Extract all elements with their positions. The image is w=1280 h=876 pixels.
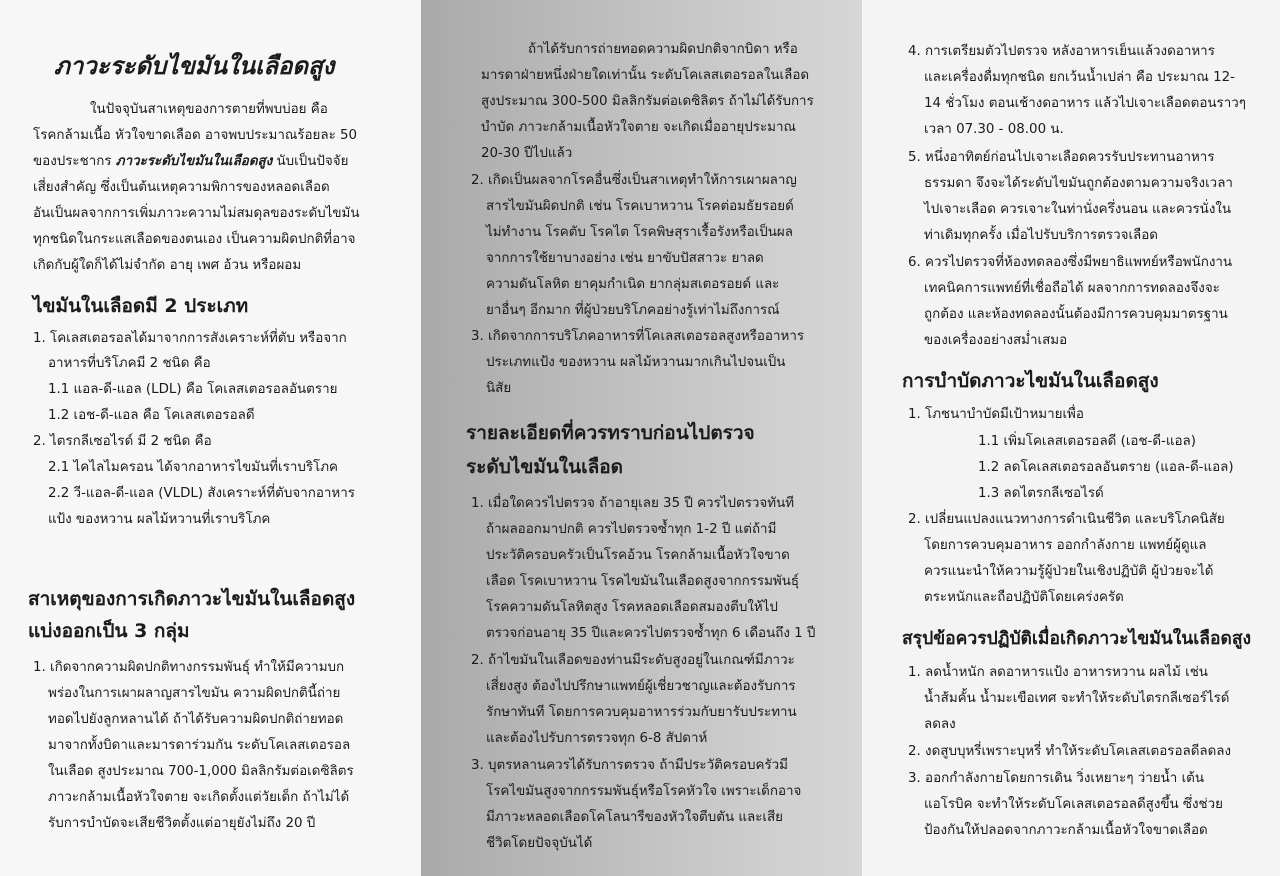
middle-panel bbox=[421, 0, 862, 876]
list-item: ธรรมดา จึงจะได้ระดับไขมันถูกต้องตามความจริงเวลา bbox=[924, 176, 1233, 191]
intro-emphasis: ภาวะระดับไขมันในเลือดสูง bbox=[115, 154, 273, 169]
list-item: แป้ง ของหวาน ผลไม้หวานที่เราบริโภค bbox=[48, 512, 271, 527]
list-item: 2. เปลี่ยนแปลงแนวทางการดำเนินชีวิต และบริโภคนิสัย bbox=[908, 512, 1225, 527]
list-item: สารไขมันผิดปกติ เช่น โรคเบาหวาน โรคต่อมธัยรอยด์ bbox=[486, 199, 794, 214]
list-item: และต้องไปรับการตรวจทุก 6-8 สัปดาห์ bbox=[486, 731, 708, 746]
list-item: อาหารที่บริโภคมี 2 ชนิด คือ bbox=[48, 356, 211, 371]
list-item: 2. ถ้าไขมันในเลือดของท่านมีระดับสูงอยู่ในเกณฑ์มีภาวะ bbox=[471, 653, 795, 668]
list-item: 2.1 ไคไลไมครอน ได้จากอาหารไขมันที่เราบริโภค bbox=[48, 460, 339, 475]
list-item: ถูกต้อง และห้องทดลองนั้นต้องมีการควบคุมมาตรฐาน bbox=[924, 307, 1228, 322]
list-item: ตรวจก่อนอายุ 35 ปีและควรไปตรวจซ้ำทุก 6 เดือนถึง 1 ปี bbox=[486, 626, 816, 641]
list-item: 2.2 วี-แอล-ดี-แอล (VLDL) สังเคราะห์ที่ตับจากอาหาร bbox=[48, 486, 355, 501]
right-panel bbox=[862, 0, 1280, 876]
page-title: ภาวะระดับไขมันในเลือดสูง bbox=[54, 52, 335, 80]
list-item: โรคไขมันสูงจากกรรมพันธุ์หรือโรคหัวใจ เพราะเด็กอาจ bbox=[486, 784, 802, 799]
list-item: เสี่ยงสูง ต้องไปปรึกษาแพทย์ผู้เชี่ยวชาญและต้องรับการ bbox=[486, 679, 796, 694]
list-item: ตระหนักและถือปฏิบัติโดยเคร่งครัด bbox=[924, 590, 1124, 605]
list-item: ท่าเดิมทุกครั้ง เมื่อไปรับบริการตรวจเลือด bbox=[924, 228, 1158, 243]
intro-line: เสี่ยงสำคัญ ซึ่งเป็นต้นเหตุความพิการของหลอดเลือด bbox=[33, 180, 330, 195]
list-item: จากการใช้ยาบางอย่าง เช่น ยาขับปัสสาวะ ยาลด bbox=[486, 251, 764, 266]
paragraph-line: มารดาฝ่ายหนึ่งฝ่ายใดเท่านั้น ระดับโคเลสเตอรอลในเลือด bbox=[481, 68, 810, 83]
paragraph-line: สูงประมาณ 300-500 มิลลิกรัมต่อเดซิลิตร ถ้าไม่ได้รับการ bbox=[481, 94, 814, 109]
list-item: มาจากทั้งบิดาและมารดาร่วมกัน ระดับโคเลสเตอรอล bbox=[48, 738, 351, 753]
intro-line: ในปัจจุบันสาเหตุของการตายที่พบบ่อย คือ bbox=[90, 102, 328, 117]
list-item: เลือด โรคเบาหวาน โรคไขมันในเลือดสูงจากกรรมพันธุ์ bbox=[486, 574, 800, 589]
list-item: ของเครื่องอย่างสม่ำเสมอ bbox=[924, 333, 1068, 348]
list-item: 2. เกิดเป็นผลจากโรคอื่นซึ่งเป็นสาเหตุทำให้การเผาผลาญ bbox=[471, 173, 797, 188]
list-item: 1.3 ลดไตรกลีเซอไรด์ bbox=[978, 486, 1104, 501]
list-item: รักษาทันที โดยการควบคุมอาหารร่วมกับยารับประทาน bbox=[486, 705, 797, 720]
list-item: ทอดไปยังลูกหลานได้ ถ้าได้รับความผิดปกติถ่ายทอด bbox=[48, 712, 344, 727]
paragraph-line: ถ้าได้รับการถ่ายทอดความผิดปกติจากบิดา หรือ bbox=[528, 42, 798, 57]
list-item: ในเลือด สูงประมาณ 700-1,000 มิลลิกรัมต่อเดซิลิตร bbox=[48, 764, 354, 779]
list-item: น้ำส้มคั้น น้ำมะเขือเทศ จะทำให้ระดับไตรกลีเซอร์ไรด์ bbox=[924, 691, 1230, 706]
list-item: 14 ชั่วโมง ตอนเช้างดอาหาร แล้วไปเจาะเลือดตอนราวๆ bbox=[924, 96, 1246, 111]
list-item: 1. โภชนาบำบัดมีเป้าหมายเพื่อ bbox=[908, 407, 1084, 422]
list-item: รับการบำบัดจะเสียชีวิตตั้งแต่อายุยังไม่ถึง 20 ปี bbox=[48, 816, 316, 831]
list-item: ลดลง bbox=[924, 717, 956, 732]
paragraph-line: บำบัด ภาวะกล้ามเนื้อหัวใจตาย จะเกิดเมื่ออายุประมาณ bbox=[481, 120, 796, 135]
list-item: 1.2 ลดโคเลสเตอรอลอันตราย (แอล-ดี-แอล) bbox=[978, 460, 1234, 475]
list-item: 2. งดสูบบุหรี่เพราะบุหรี่ ทำให้ระดับโคเลสเตอรอลดีลดลง bbox=[908, 744, 1232, 759]
intro-line: อันเป็นผลจากการเพิ่มภาวะความไม่สมดุลของระดับไขมัน bbox=[33, 206, 360, 221]
list-item: ไม่ทำงาน โรคตับ โรคไต โรคพิษสุราเรื้อรังหรือเป็นผล bbox=[486, 225, 793, 240]
list-item: เวลา 07.30 - 08.00 น. bbox=[924, 122, 1064, 137]
list-item: ประเภทแป้ง ของหวาน ผลไม้หวานมากเกินไปจนเป็น bbox=[486, 355, 786, 370]
list-item: มีภาวะหลอดเลือดโคโลนารีของหัวใจตีบตัน และเสีย bbox=[486, 810, 783, 825]
intro-line: โรคกล้ามเนื้อ หัวใจขาดเลือด อาจพบประมาณร้อยละ 50 bbox=[33, 128, 358, 143]
intro-line bbox=[33, 149, 348, 175]
intro-line: ทุกชนิดในกระแสเลือดของตนเอง เป็นความผิดปกติที่อาจ bbox=[33, 232, 356, 247]
intro-line: เกิดกับผู้ใดก็ได้ไม่จำกัด อายุ เพศ อ้วน หรือผอม bbox=[33, 258, 302, 273]
list-item: 1. ลดน้ำหนัก ลดอาหารแป้ง อาหารหวาน ผลไม้ เช่น bbox=[908, 665, 1208, 680]
section-heading: การบำบัดภาวะไขมันในเลือดสูง bbox=[902, 370, 1159, 392]
list-item: และเครื่องดื่มทุกชนิด ยกเว้นน้ำเปล่า คือ ประมาณ 12- bbox=[924, 70, 1235, 85]
intro-text: ของประชากร bbox=[33, 154, 112, 169]
intro-text: นับเป็นปัจจัย bbox=[276, 154, 349, 169]
list-item: ถ้าผลออกมาปกติ ควรไปตรวจซ้ำทุก 1-2 ปี แต่ถ้ามี bbox=[486, 522, 777, 537]
left-panel bbox=[0, 0, 421, 876]
list-item: 1. เกิดจากความผิดปกติทางกรรมพันธุ์ ทำให้มีความบก bbox=[33, 660, 345, 675]
section-heading: แบ่งออกเป็น 3 กลุ่ม bbox=[28, 620, 190, 642]
list-item: ป้องกันให้ปลอดจากภาวะกล้ามเนื้อหัวใจขาดเลือด bbox=[924, 823, 1208, 838]
list-item: 4. การเตรียมตัวไปตรวจ หลังอาหารเย็นแล้วงดอาหาร bbox=[908, 44, 1215, 59]
list-item: 3. เกิดจากการบริโภคอาหารที่โคเลสเตอรอลสูงหรืออาหาร bbox=[471, 329, 805, 344]
list-item: ยาอื่นๆ อีกมาก ที่ผู้ป่วยบริโภคอย่างรู้เท่าไม่ถึงการณ์ bbox=[486, 303, 780, 318]
section-heading: รายละเอียดที่ควรทราบก่อนไปตรวจ bbox=[466, 422, 755, 444]
list-item: 6. ควรไปตรวจที่ห้องทดลองซึ่งมีพยาธิแพทย์หรือพนักงาน bbox=[908, 255, 1233, 270]
list-item: 3. บุตรหลานควรได้รับการตรวจ ถ้ามีประวัติครอบครัวมี bbox=[471, 758, 788, 773]
list-item: 1.1 เพิ่มโคเลสเตอรอลดี (เอช-ดี-แอล) bbox=[978, 434, 1196, 449]
list-item: แอโรบิค จะทำให้ระดับโคเลสเตอรอลดีสูงขึ้น ซึ่งช่วย bbox=[924, 797, 1224, 812]
list-item: โดยการควบคุมอาหาร ออกกำลังกาย แพทย์ผู้ดูแล bbox=[924, 538, 1207, 553]
list-item: 1. โคเลสเตอรอลได้มาจากการสังเคราะห์ที่ตับ หรือจาก bbox=[33, 331, 347, 346]
list-item: ความดันโลหิต ยาคุมกำเนิด ยากลุ่มสเตอรอยด์ และ bbox=[486, 277, 780, 292]
list-item: เทคนิคการแพทย์ที่เชื่อถือได้ ผลจากการทดลองจึงจะ bbox=[924, 281, 1220, 296]
list-item: 1.1 แอล-ดี-แอล (LDL) คือ โคเลสเตอรอลอันตราย bbox=[48, 382, 338, 397]
list-item: 5. หนึ่งอาทิตย์ก่อนไปเจาะเลือดควรรับประทานอาหาร bbox=[908, 150, 1215, 165]
section-heading: ระดับไขมันในเลือด bbox=[466, 456, 624, 478]
list-item: ไปเจาะเลือด ควรเจาะในท่านั่งครึ่งนอน และควรนั่งใน bbox=[924, 202, 1232, 217]
list-item: 1. เมื่อใดควรไปตรวจ ถ้าอายุเลย 35 ปี ควรไปตรวจทันที bbox=[471, 496, 795, 511]
paragraph-line: 20-30 ปีไปแล้ว bbox=[481, 146, 573, 161]
list-item: โรคความดันโลหิตสูง โรคหลอดเลือดสมองตีบให้ไป bbox=[486, 600, 778, 615]
list-item: นิสัย bbox=[486, 381, 512, 396]
list-item: ชีวิตโดยปัจจุบันได้ bbox=[486, 836, 593, 851]
list-item: 1.2 เอช-ดี-แอล คือ โคเลสเตอรอลดี bbox=[48, 408, 255, 423]
list-item: 3. ออกกำลังกายโดยการเดิน วิ่งเหยาะๆ ว่ายน้ำ เต้น bbox=[908, 771, 1205, 786]
list-item: ภาวะกล้ามเนื้อหัวใจตาย จะเกิดตั้งแต่วัยเด็ก ถ้าไม่ได้ bbox=[48, 790, 350, 805]
list-item: 2. ไตรกลีเซอไรด์ มี 2 ชนิด คือ bbox=[33, 434, 212, 449]
list-item: ควรแนะนำให้ความรู้ผู้ป่วยในเชิงปฏิบัติ ผู้ป่วยจะได้ bbox=[924, 564, 1214, 579]
list-item: พร่องในการเผาผลาญสารไขมัน ความผิดปกตินี้ถ่าย bbox=[48, 686, 341, 701]
list-item: ประวัติครอบครัวเป็นโรคอ้วน โรคกล้ามเนื้อหัวใจขาด bbox=[486, 548, 790, 563]
section-heading: สรุปข้อควรปฏิบัติเมื่อเกิดภาวะไขมันในเลือดสูง bbox=[902, 629, 1252, 649]
section-heading: ไขมันในเลือดมี 2 ประเภท bbox=[33, 295, 249, 317]
section-heading: สาเหตุของการเกิดภาวะไขมันในเลือดสูง bbox=[28, 588, 356, 610]
